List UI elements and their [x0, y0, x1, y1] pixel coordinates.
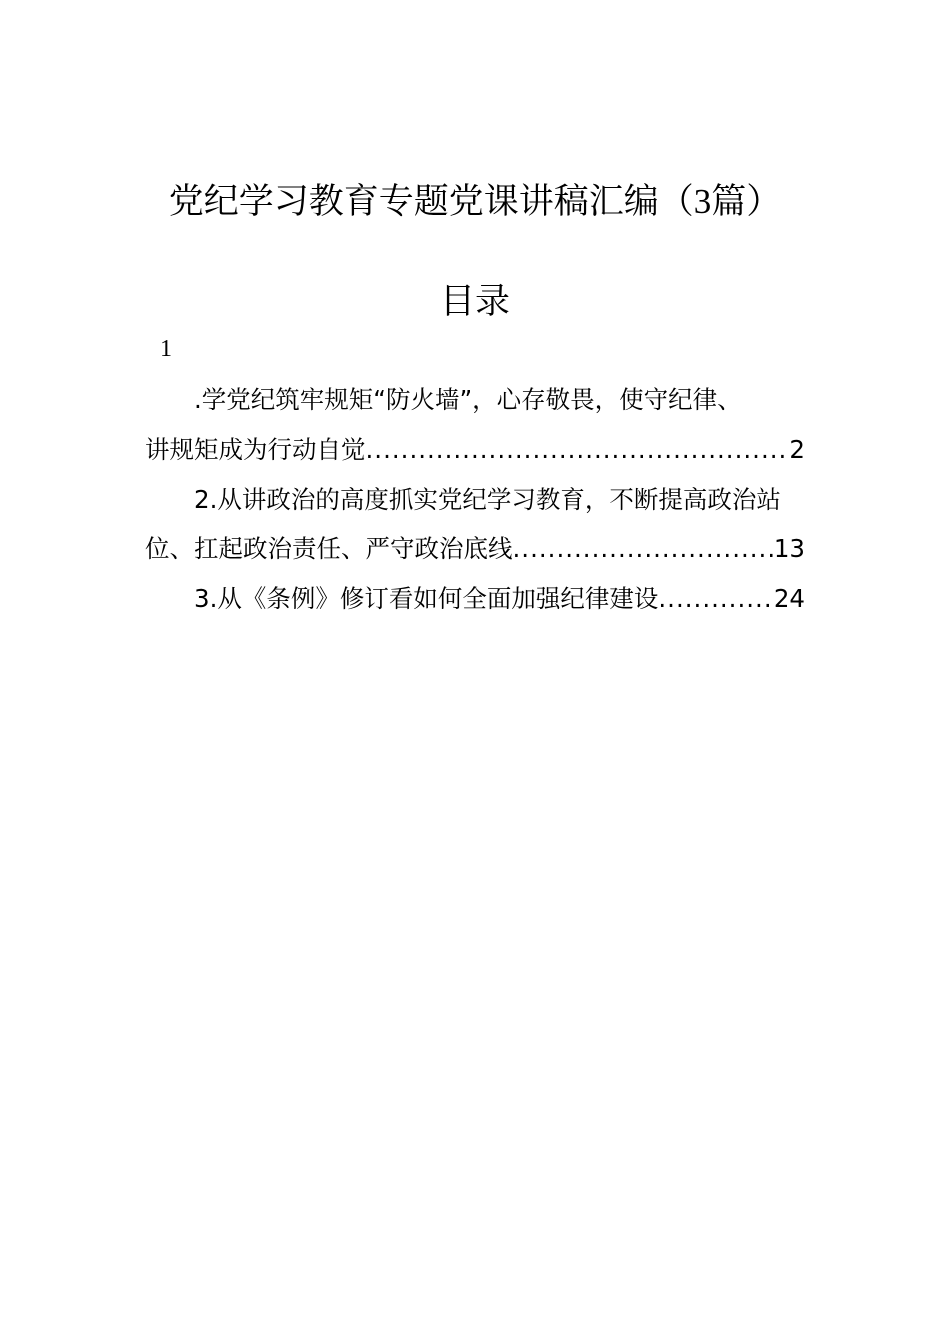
toc-leader-dots	[366, 433, 790, 467]
toc-entry-1-line-1[interactable]: .学党纪筑牢规矩“防火墙”，心存敬畏，使守纪律、	[194, 385, 742, 414]
toc-entry-1-page: 2	[789, 435, 805, 464]
document-title-suffix: 篇）	[711, 182, 782, 222]
document-title	[0, 178, 950, 226]
toc-entry-1-text: 讲规矩成为行动自觉	[145, 435, 366, 464]
toc-leader-dots	[658, 582, 773, 616]
toc-entry-3-page: 24	[773, 584, 805, 613]
list-number: 1	[160, 336, 172, 362]
toc-entry-2-line-1[interactable]: 2.从讲政治的高度抓实党纪学习教育，不断提高政治站	[194, 485, 781, 514]
toc-entry-3-text: 3.从《条例》修订看如何全面加强纪律建设	[194, 584, 659, 613]
document-title-number: 3	[693, 182, 712, 221]
document-title-prefix: 党纪学习教育专题党课讲稿汇编（	[168, 182, 694, 222]
toc-entry-1-line-2[interactable]	[145, 433, 805, 467]
toc-entry-2-text: 位、扛起政治责任、严守政治底线	[145, 534, 513, 563]
toc-entry-2-page: 13	[773, 534, 805, 563]
toc-entry-3[interactable]	[145, 582, 805, 616]
toc-leader-dots	[513, 532, 774, 566]
toc-heading: 目录	[439, 282, 510, 322]
toc-entry-2-line-2[interactable]	[145, 532, 805, 566]
